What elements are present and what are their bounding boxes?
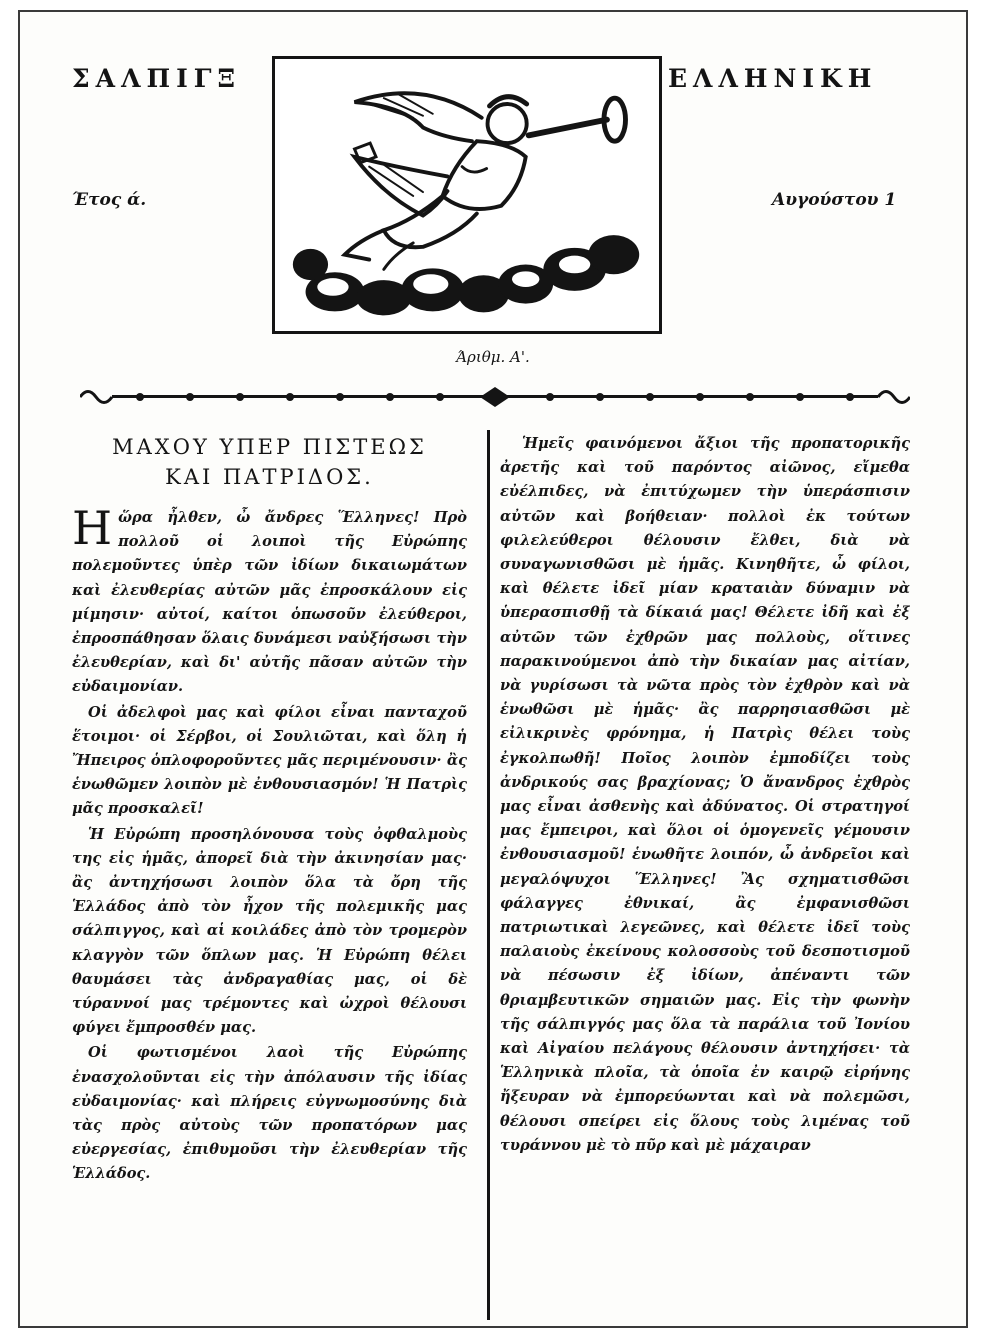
masthead-title-left: ΣΑΛΠΙΓΞ	[72, 64, 242, 93]
paragraph-1	[72, 501, 467, 700]
paragraph-2: Οἱ ἀδελφοὶ μας καὶ φίλοι εἶναι πανταχοῦ ἕτοιμοι· οἱ Σέρβοι, οἱ Σουλιῶται, καὶ ὅλη ἡ Ἤπειρος ὁπλοφοροῦντες μᾶς περιμένουσιν· ἂς ἑνωθῶμεν λοιπὸν μὲ ἐνθουσιασμόν! Ἡ Πατρὶς μᾶς προσκαλεῖ!	[72, 703, 467, 818]
angel-trumpet-illustration	[275, 59, 659, 331]
headline-line-2: ΚΑΙ ΠΑΤΡΙΔΟΣ.	[165, 465, 374, 489]
issue-number: Άριθμ. Α'.	[456, 348, 530, 366]
paragraph-3: Ἡ Εὐρώπη προσηλόνουσα τοὺς ὀφθαλμοὺς της εἰς ἡμᾶς, ἀπορεῖ διὰ τὴν ἀκινησίαν μας· ἂς ἀντηχήσωσι λοιπὸν ὅλα τὰ ὄρη τῆς Ἑλλάδος ἀπὸ τὸν ἦχον τῆς πολεμικῆς μας σάλπιγγος, καὶ αἱ κοιλάδες ἀπὸ τὸν τρομερὸν κλαγγὸν τῶν ὅπλων μας. Ἡ Εὐρώπη θέλει θαυμάσει τὰς ἀνδραγαθίας μας, οἱ δὲ τύραννοί μας τρέμοντες καὶ ὠχροὶ θέλουσι φύγει ἔμπροσθέν μας.	[72, 825, 467, 1037]
masthead-title-right: ΕΛΛΗΝΙΚΗ	[668, 64, 878, 93]
paragraph-5: Ἡμεῖς φαινόμενοι ἄξιοι τῆς προπατορικῆς ἀρετῆς καὶ τοῦ παρόντος αἰῶνος, εἴμεθα εὐέλπιδες, νὰ ἐπιτύχωμεν τὴν ὑπεράσπισιν αὐτῶν καὶ βοήθειαν· πολλοὶ ἐκ τούτων φιλελεύθεροι θέλουσιν ἔλθει, διὰ νὰ συναγωνισθῶσι μὲ ἡμᾶς. Κινηθῆτε, ὦ φίλοι, καὶ θέλετε ἰδεῖ μίαν κραταιὰν δύναμιν νὰ ὑπερασπισθῇ τὰ δίκαιά μας! Θέλετε ἰδῆ καὶ ἐξ αὐτῶν τῶν ἐχθρῶν μας πολλοὺς, οἵτινες παρακινούμενοι ἀπὸ τὴν δικαίαν μας αἰτίαν, νὰ γυρίσωσι τὰ νῶτα πρὸς τὸν ἐχθρὸν καὶ νὰ ἑνωθῶσι μὲ ἡμᾶς· ἂς παρρησιασθῶσι μὲ εἰλικρινὲς φρόνημα, ἡ Πατρὶς θέλει τοὺς ἐγκολπωθῆ! Ποῖος λοιπὸν ἐμποδίζει τοὺς ἀνδρικούς σας βραχίονας; Ὁ ἄνανδρος ἐχθρὸς μας εἶναι ἀσθενὴς καὶ ἀδύνατος. Οἱ στρατηγοί μας ἔμπειροι, καὶ ὅλοι οἱ ὁμογενεῖς γέμουσιν ἐνθουσιασμοῦ! ἑνωθῆτε λοιπόν, ὦ ἀνδρεῖοι καὶ μεγαλόψυχοι Ἕλληνες! Ἂς σχηματισθῶσι φάλαγγες ἐθνικαί, ἂς ἐμφανισθῶσι πατριωτικαὶ λεγεῶνες, καὶ θέλετε ἰδεῖ τοὺς παλαιοὺς ἐκείνους κολοσσοὺς τοῦ δεσποτισμοῦ νὰ πέσωσιν ἐξ ἰδίων, ἀπέναντι τῶν θριαμβευτικῶν σημαιῶν μας. Εἰς τὴν φωνὴν τῆς σάλπιγγός μας ὅλα τὰ παράλια τοῦ Ἰονίου καὶ Αἰγαίου πελάγους θέλουσιν ἀντηχήσει· τὰ Ἑλληνικὰ πλοῖα, τὰ ὁποῖα ἐν καιρῷ εἰρήνης ἤξευραν νὰ ἐμπορεύωνται καὶ νὰ πολεμῶσι, θέλουσι σπείρει εἰς ὅλους τοὺς λιμένας τοῦ τυράννου μὲ τὸ πῦρ καὶ μὲ μάχαιραν	[500, 435, 910, 1154]
decorative-rule	[80, 382, 910, 412]
paragraph-4: Οἱ φωτισμένοι λαοὶ τῆς Εὐρώπης ἐνασχολοῦνται εἰς τὴν ἀπόλαυσιν τῆς ἰδίας εὐδαιμονίας· καὶ πλήρεις εὐγνωμοσύνης διὰ τὰς πρὸς αὐτοὺς τῶν προπατόρων μας εὐεργεσίας, ἐπιθυμοῦσι τὴν ἐλευθερίαν τῆς Ἑλλάδος.	[72, 1044, 467, 1183]
newspaper-page	[18, 10, 968, 1328]
paragraph-1-text: ὥρα ἦλθεν, ὦ ἄνδρες Ἕλληνες! Πρὸ πολλοῦ οἱ λοιποὶ τῆς Εὐρώπης πολεμοῦντες ὑπὲρ τῶν ἰδίων δικαιωμάτων καὶ ἐλευθερίας αὐτῶν μᾶς ἐπροσκάλουν εἰς μίμησιν· αὐτοί, καίτοι ὁπωσοῦν ἐλεύθεροι, ἐπροσπάθησαν ὅλαις δυνάμεσι ναὐξήσωσι τὴν ἐλευθερίαν, καὶ δι' αὐτῆς πᾶσαν αὐτῶν τὴν εὐδαιμονίαν.	[72, 509, 467, 696]
year-label: Έτος ά.	[72, 190, 147, 210]
headline-line-1: ΜΑΧΟΥ ΥΠΕΡ ΠΙΣΤΕΩΣ	[112, 435, 427, 459]
article-headline	[72, 432, 467, 492]
drop-cap: Η	[72, 501, 113, 555]
ornament-border-icon	[80, 382, 910, 412]
left-column	[72, 432, 467, 1322]
column-divider	[487, 430, 490, 1320]
date-label: Αυγούστου 1	[772, 190, 897, 210]
angel-trumpet-engraving	[272, 56, 662, 334]
right-column	[500, 432, 910, 1322]
